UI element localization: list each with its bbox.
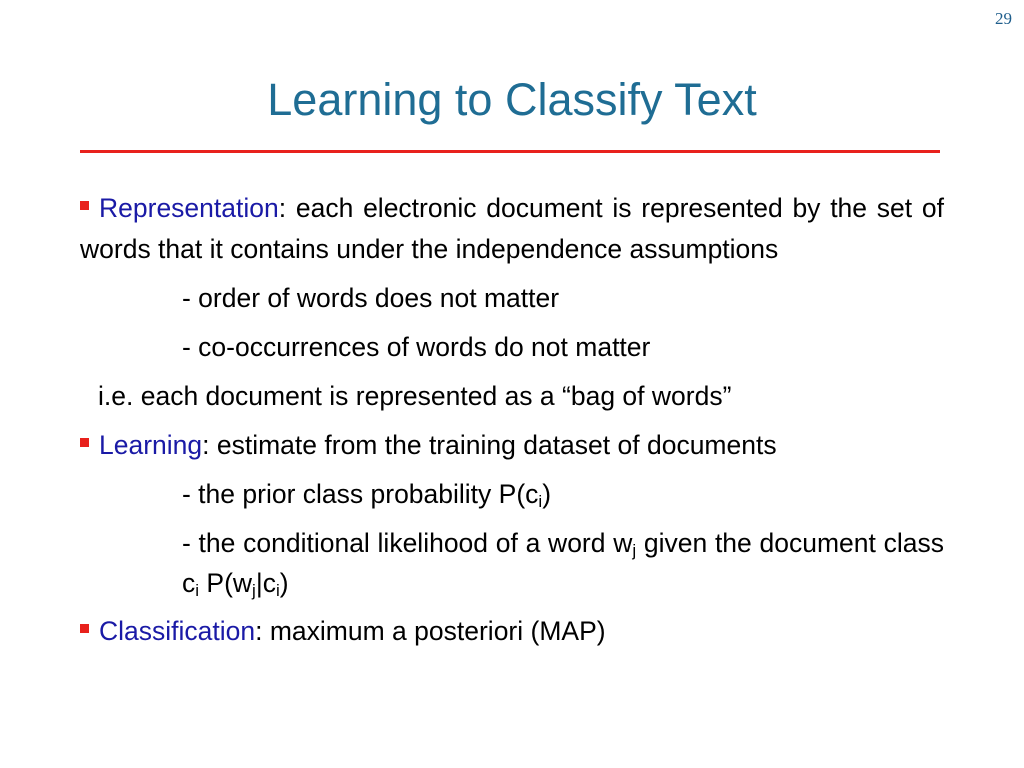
bullet-square-icon <box>80 624 89 633</box>
sub-point-likelihood <box>182 523 944 603</box>
bag-of-words-note: i.e. each document is represented as a “bag of words” <box>98 381 732 411</box>
likelihood-text-1: - the conditional likelihood of a word w <box>182 528 633 558</box>
bullet-representation <box>80 188 944 270</box>
sub-point-cooccurrence: - co-occurrences of words do not matter <box>182 332 651 362</box>
likelihood-subscript-4: i <box>275 581 280 600</box>
classification-text: : maximum a posteriori (MAP) <box>255 616 606 646</box>
term-classification: Classification <box>99 616 256 646</box>
sub-point-prior <box>182 474 944 515</box>
likelihood-subscript-2: i <box>195 581 200 600</box>
learning-text: : estimate from the training dataset of documents <box>202 430 777 460</box>
prior-subscript: i <box>538 492 543 511</box>
term-representation: Representation <box>99 193 279 223</box>
prior-close: ) <box>542 479 552 509</box>
likelihood-text-2: given the document class c <box>182 528 944 598</box>
slide-content <box>80 188 944 652</box>
likelihood-text-4: |c <box>255 568 276 598</box>
bullet-classification <box>80 611 944 652</box>
page-number: 29 <box>995 9 1012 28</box>
bullet-learning <box>80 425 944 466</box>
sub-point-word-order: - order of words does not matter <box>182 283 560 313</box>
slide-title: Learning to Classify Text <box>267 74 757 125</box>
likelihood-subscript-3: j <box>252 581 256 600</box>
likelihood-subscript-1: j <box>632 541 637 560</box>
bullet-square-icon <box>80 438 89 447</box>
likelihood-text-5: ) <box>279 568 289 598</box>
prior-text: - the prior class probability P(c <box>182 479 539 509</box>
title-divider <box>80 150 940 153</box>
representation-text: : each electronic document is represented by the set of words that it contains under the independence assumptions <box>80 193 944 264</box>
likelihood-text-3: P(w <box>199 568 253 598</box>
term-learning: Learning <box>99 430 203 460</box>
bullet-square-icon <box>80 201 89 210</box>
